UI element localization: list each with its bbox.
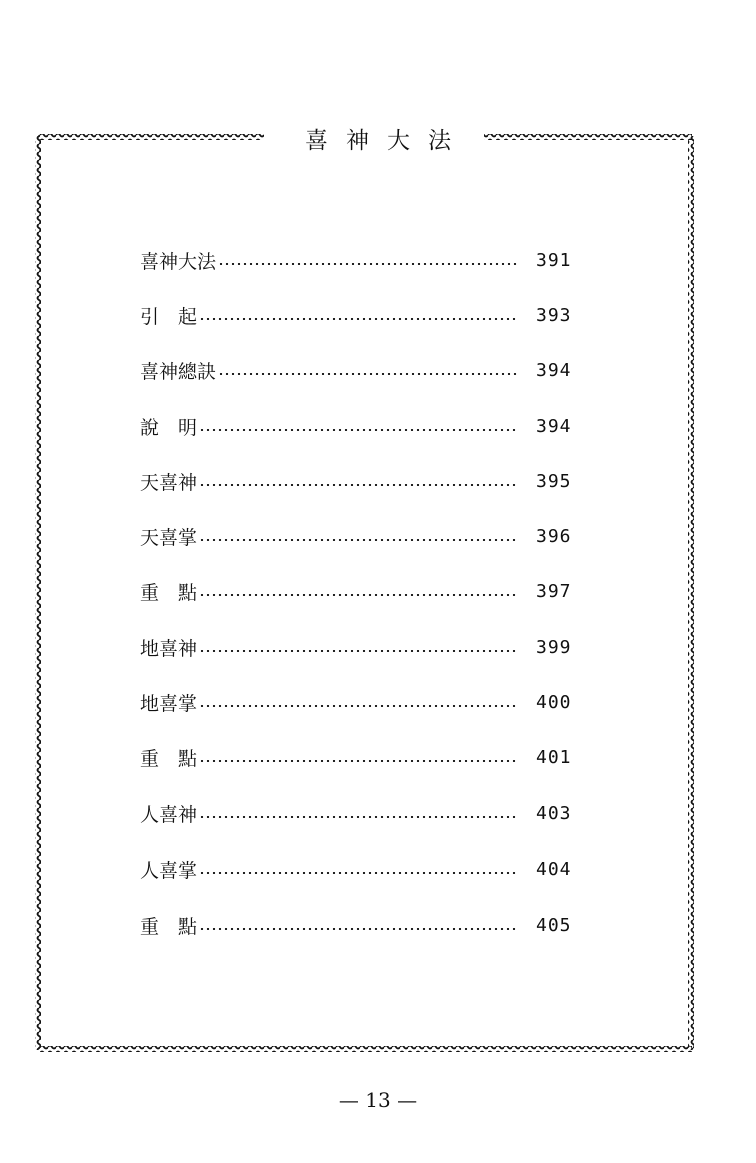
toc-entry-page: 396 [536,525,572,547]
toc-entry-title: 重 點 [140,747,198,770]
toc-entry [140,461,580,501]
toc-entry-page: 393 [536,304,572,326]
toc-entry-title: 天喜神 [140,471,198,494]
toc-leader-dots [199,705,518,707]
toc-entry [140,793,580,833]
toc-entry [140,905,580,945]
toc-leader-dots [199,760,518,762]
toc-leader-dots [199,484,518,486]
toc-leader-dots [218,263,518,265]
toc-leader-dots [199,318,518,320]
toc-entry [140,516,580,556]
toc-leader-dots [199,539,518,541]
toc-entry [140,350,580,390]
toc-entry-title: 引 起 [140,305,198,328]
toc-entry [140,240,580,280]
toc-entry [140,627,580,667]
toc-entry-page: 404 [536,858,572,880]
toc-entry-page: 399 [536,636,572,658]
toc-entry-title: 說 明 [140,416,198,439]
toc-leader-dots [199,429,518,431]
toc-entry [140,849,580,889]
toc-entry-page: 403 [536,802,572,824]
toc-entry [140,406,580,446]
page-number: — 13 — [338,1088,418,1112]
toc-entry-page: 394 [536,359,572,381]
toc-entry-title: 喜神總訣 [140,360,217,383]
toc-leader-dots [199,650,518,652]
toc-entry-page: 400 [536,691,572,713]
toc-leader-dots [199,928,518,930]
toc-entry-title: 人喜神 [140,803,198,826]
toc-entry-page: 405 [536,914,572,936]
toc-entry-title: 天喜掌 [140,526,198,549]
toc-entry-title: 重 點 [140,581,198,604]
toc-leader-dots [218,373,518,375]
toc-entry-page: 395 [536,470,572,492]
toc-entry-page: 397 [536,580,572,602]
toc-entry-page: 391 [536,249,572,271]
toc-entry-page: 394 [536,415,572,437]
toc-entry-title: 地喜掌 [140,692,198,715]
toc-entry-title: 喜神大法 [140,250,217,273]
toc-leader-dots [199,594,518,596]
toc-entry-page: 401 [536,746,572,768]
toc-leader-dots [199,872,518,874]
section-title: 喜神大法 [305,128,469,154]
toc-entry [140,737,580,777]
toc-leader-dots [199,816,518,818]
toc-entry [140,571,580,611]
toc-entry [140,295,580,335]
toc-entry-title: 地喜神 [140,637,198,660]
toc-entry-title: 人喜掌 [140,859,198,882]
toc-entry-title: 重 點 [140,915,198,938]
toc-entry [140,682,580,722]
